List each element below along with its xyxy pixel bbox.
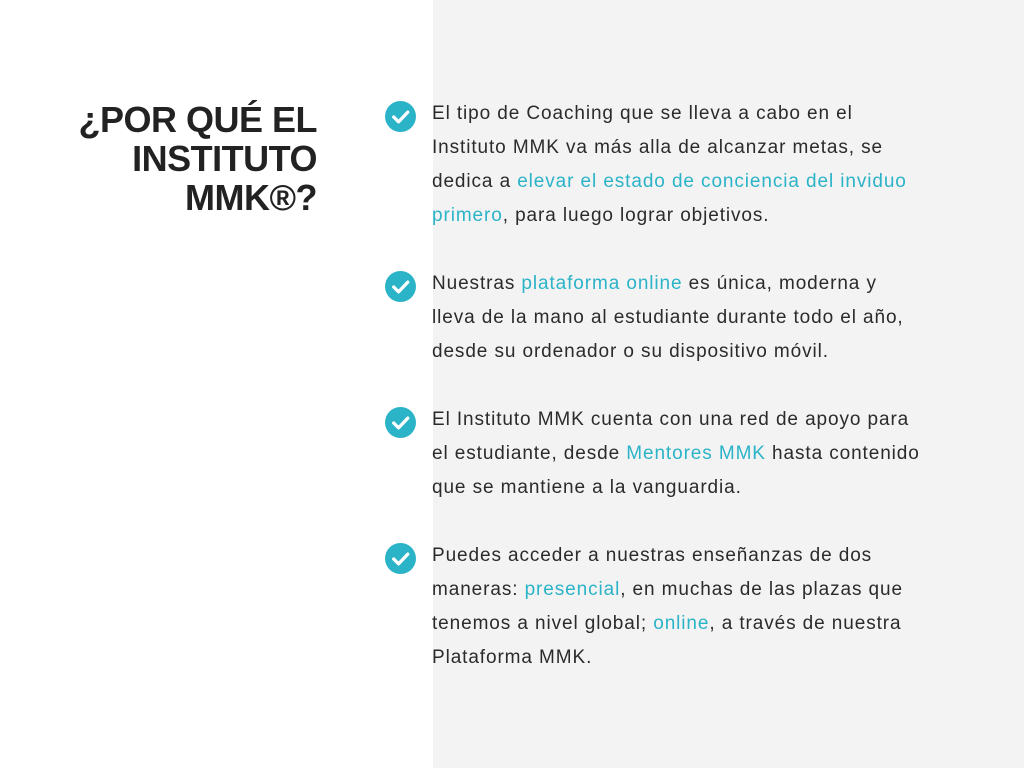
feature-text: [432, 539, 922, 675]
feature-text: [432, 97, 922, 233]
check-circle-icon: [385, 407, 416, 438]
feature-item-red-apoyo: [385, 403, 925, 505]
text-segment: Puedes acceder a nuestras enseñanzas de dos maneras:: [432, 545, 873, 600]
text-segment: es única, moderna y lleva de la mano al estudiante durante todo el año, desde su ordenador o su dispositivo móvil.: [432, 273, 904, 362]
title-line-2: INSTITUTO: [132, 138, 317, 179]
link-mentores-mmk[interactable]: Mentores MMK: [626, 443, 766, 464]
feature-text: [432, 403, 922, 505]
feature-list: [385, 97, 925, 709]
link-elevar-conciencia[interactable]: elevar el estado de conciencia del inviduo primero: [432, 171, 907, 226]
feature-item-coaching: [385, 97, 925, 233]
text-segment: El Instituto MMK cuenta con una red de apoyo para el estudiante, desde: [432, 409, 910, 464]
title-line-1: ¿POR QUÉ EL: [78, 99, 317, 140]
check-circle-icon: [385, 101, 416, 132]
link-plataforma-online[interactable]: plataforma online: [521, 273, 683, 294]
text-segment: El tipo de Coaching que se lleva a cabo en el Instituto MMK va más alla de alcanzar metas, se dedica a: [432, 103, 883, 192]
text-segment: , a través de nuestra Plataforma MMK.: [432, 613, 902, 668]
text-segment: , para luego lograr objetivos.: [502, 205, 770, 226]
text-segment: hasta contenido que se mantiene a la vanguardia.: [432, 443, 920, 498]
link-online[interactable]: online: [653, 613, 710, 634]
check-circle-icon: [385, 543, 416, 574]
feature-text: [432, 267, 922, 369]
link-presencial[interactable]: presencial: [524, 579, 621, 600]
text-segment: , en muchas de las plazas que tenemos a nivel global;: [432, 579, 903, 634]
check-circle-icon: [385, 271, 416, 302]
page-title: [17, 100, 317, 217]
feature-item-plataforma: [385, 267, 925, 369]
title-line-3: MMK®?: [185, 177, 317, 218]
feature-item-modalidades: [385, 539, 925, 675]
text-segment: Nuestras: [432, 273, 522, 294]
